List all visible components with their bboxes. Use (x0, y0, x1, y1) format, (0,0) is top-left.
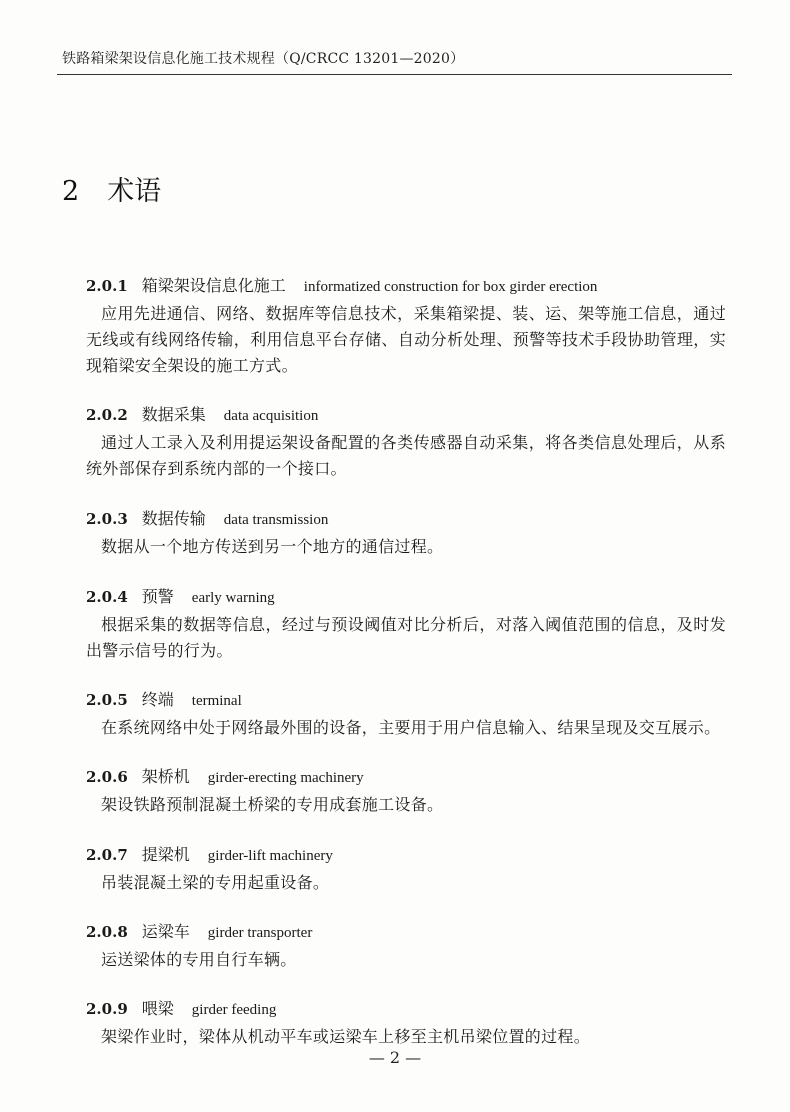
term-heading (86, 999, 726, 1020)
term-entry (86, 587, 726, 664)
term-number: 2.0.3 (86, 510, 128, 528)
term-english: informatized construction for box girder erection (303, 279, 598, 295)
chapter-number: 2 (62, 176, 80, 207)
term-english: girder-lift machinery (207, 848, 333, 864)
term-chinese: 终端 (141, 690, 174, 709)
term-number: 2.0.6 (86, 768, 128, 786)
term-english: data acquisition (223, 408, 319, 424)
chapter-name: 术语 (107, 176, 162, 207)
term-definition: 根据采集的数据等信息，经过与预设阈值对比分析后，对落入阈值范围的信息，及时发出警示信号的行为。 (86, 615, 726, 660)
term-heading (86, 845, 726, 866)
term-entry (86, 767, 726, 818)
term-definition: 吊装混凝土梁的专用起重设备。 (101, 873, 330, 892)
term-number: 2.0.2 (86, 406, 128, 424)
term-english: early warning (191, 590, 275, 606)
term-heading (86, 922, 726, 943)
term-definition: 架设铁路预制混凝土桥梁的专用成套施工设备。 (101, 795, 444, 814)
term-definition: 架梁作业时，梁体从机动平车或运梁车上移至主机吊梁位置的过程。 (101, 1027, 591, 1046)
term-number: 2.0.1 (86, 277, 128, 295)
header-rule (57, 74, 732, 75)
term-entry (86, 922, 726, 973)
term-definition: 应用先进通信、网络、数据库等信息技术，采集箱梁提、装、运、架等施工信息，通过无线或有线网络传输，利用信息平台存储、自动分析处理、预警等技术手段协助管理，实现箱梁安全架设的施工方式。 (86, 304, 726, 375)
term-english: terminal (191, 693, 242, 709)
term-chinese: 箱梁架设信息化施工 (141, 276, 286, 295)
term-heading (86, 405, 726, 426)
term-chinese: 喂梁 (141, 999, 174, 1018)
term-entry (86, 999, 726, 1050)
term-entry (86, 690, 726, 741)
term-heading (86, 509, 726, 530)
chapter-title (62, 169, 161, 208)
term-number: 2.0.8 (86, 923, 128, 941)
term-heading (86, 587, 726, 608)
term-definition: 运送梁体的专用自行车辆。 (101, 950, 297, 969)
term-entry (86, 509, 726, 560)
term-heading (86, 767, 726, 788)
term-number: 2.0.5 (86, 691, 128, 709)
term-chinese: 提梁机 (141, 845, 190, 864)
term-definition: 在系统网络中处于网络最外围的设备，主要用于用户信息输入、结果呈现及交互展示。 (101, 718, 721, 737)
term-definition: 数据从一个地方传送到另一个地方的通信过程。 (101, 537, 444, 556)
term-chinese: 运梁车 (141, 922, 190, 941)
term-number: 2.0.9 (86, 1000, 128, 1018)
term-chinese: 数据采集 (141, 405, 206, 424)
term-number: 2.0.7 (86, 846, 128, 864)
term-english: girder-erecting machinery (207, 770, 364, 786)
term-english: girder feeding (191, 1002, 277, 1018)
term-entry (86, 405, 726, 482)
term-heading (86, 690, 726, 711)
term-definition: 通过人工录入及利用提运架设备配置的各类传感器自动采集，将各类信息处理后，从系统外部保存到系统内部的一个接口。 (86, 433, 726, 478)
term-chinese: 架桥机 (141, 767, 190, 786)
page-number: — 2 — (368, 1048, 422, 1067)
term-chinese: 预警 (141, 587, 174, 606)
term-english: data transmission (223, 512, 329, 528)
term-chinese: 数据传输 (141, 509, 206, 528)
running-header: 铁路箱梁架设信息化施工技术规程（Q/CRCC 13201—2020） (62, 51, 465, 67)
term-number: 2.0.4 (86, 588, 128, 606)
term-entry (86, 276, 726, 379)
term-english: girder transporter (207, 925, 313, 941)
term-entry (86, 845, 726, 896)
term-heading (86, 276, 726, 297)
